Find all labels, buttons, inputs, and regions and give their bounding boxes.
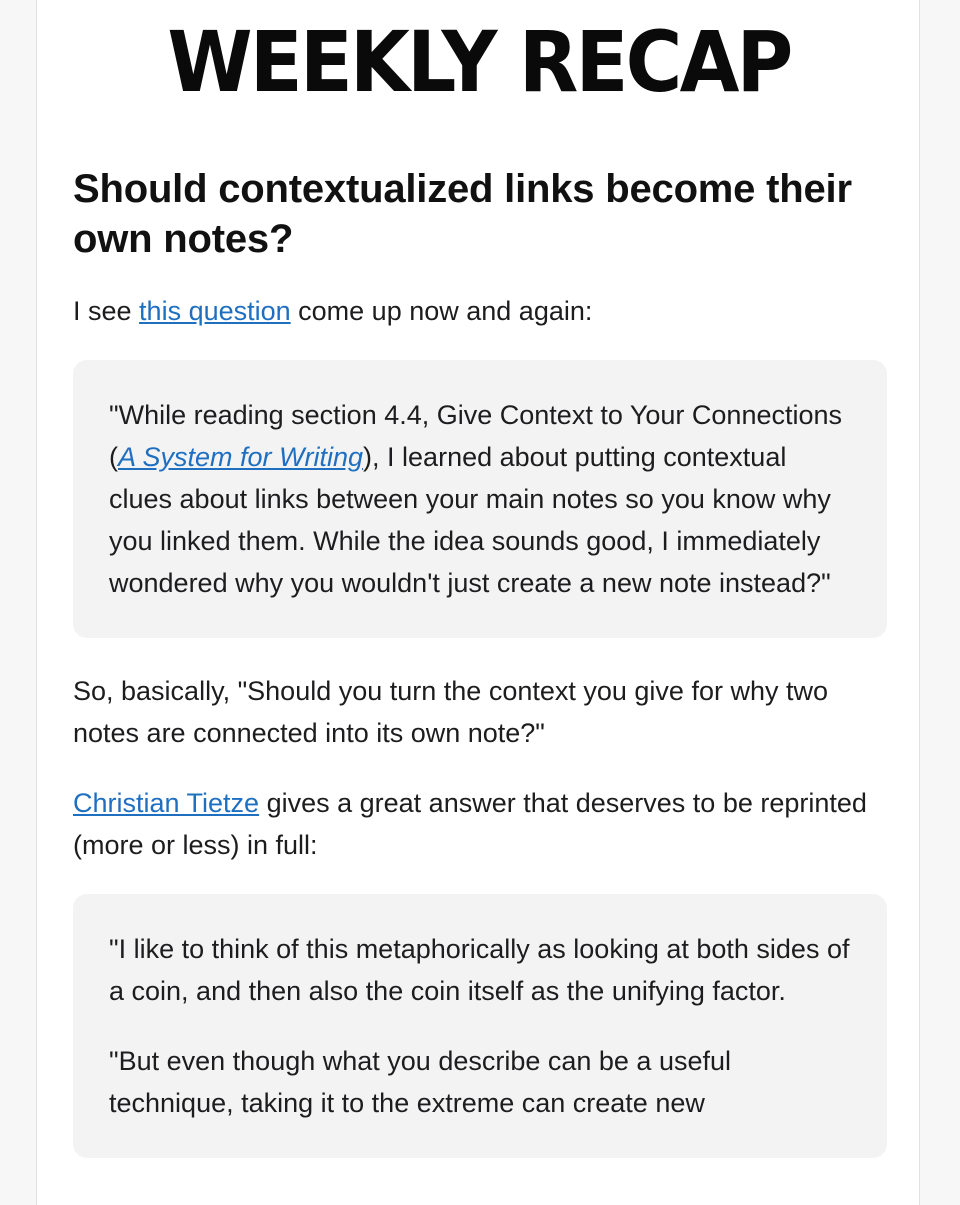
quote2-paragraph-2: "But even though what you describe can be a useful technique, taking it to the extreme can create new	[109, 1046, 732, 1118]
article-title: Should contextualized links become their own notes?	[73, 167, 852, 261]
article-body	[73, 164, 887, 1190]
quote1-text-before: "While reading section 4.4, Give Context to Your Connections (	[109, 400, 843, 472]
quote2-paragraph-1: "I like to think of this metaphorically as looking at both sides of a coin, and then also the coin itself as the unifying factor.	[109, 934, 850, 1006]
christian-tietze-link[interactable]: Christian Tietze	[73, 788, 260, 818]
quote-block-1	[73, 360, 887, 638]
paragraph-2: So, basically, "Should you turn the context you give for why two notes are connected into its own note?"	[73, 676, 828, 748]
quote1-text-after: ), I learned about putting contextual clues about links between your main notes so you know why you linked them. While the idea sounds good, I immediately wondered why you wouldn't just create a new note instead?"	[109, 442, 831, 598]
intro-text-after: come up now and again:	[290, 296, 593, 326]
paragraph-3-text: gives a great answer that deserves to be reprinted (more or less) in full:	[73, 788, 867, 860]
masthead-title: WEEKLY RECAP	[167, 13, 791, 111]
quote-block-2	[73, 894, 887, 1158]
this-question-link[interactable]: this question	[139, 296, 291, 326]
paragraph-3	[73, 782, 887, 866]
intro-paragraph	[73, 290, 887, 332]
quote1-paragraph	[109, 394, 851, 604]
email-card	[36, 0, 920, 1205]
system-for-writing-link[interactable]: A System for Writing	[118, 442, 364, 472]
intro-text-before: I see	[73, 296, 140, 326]
